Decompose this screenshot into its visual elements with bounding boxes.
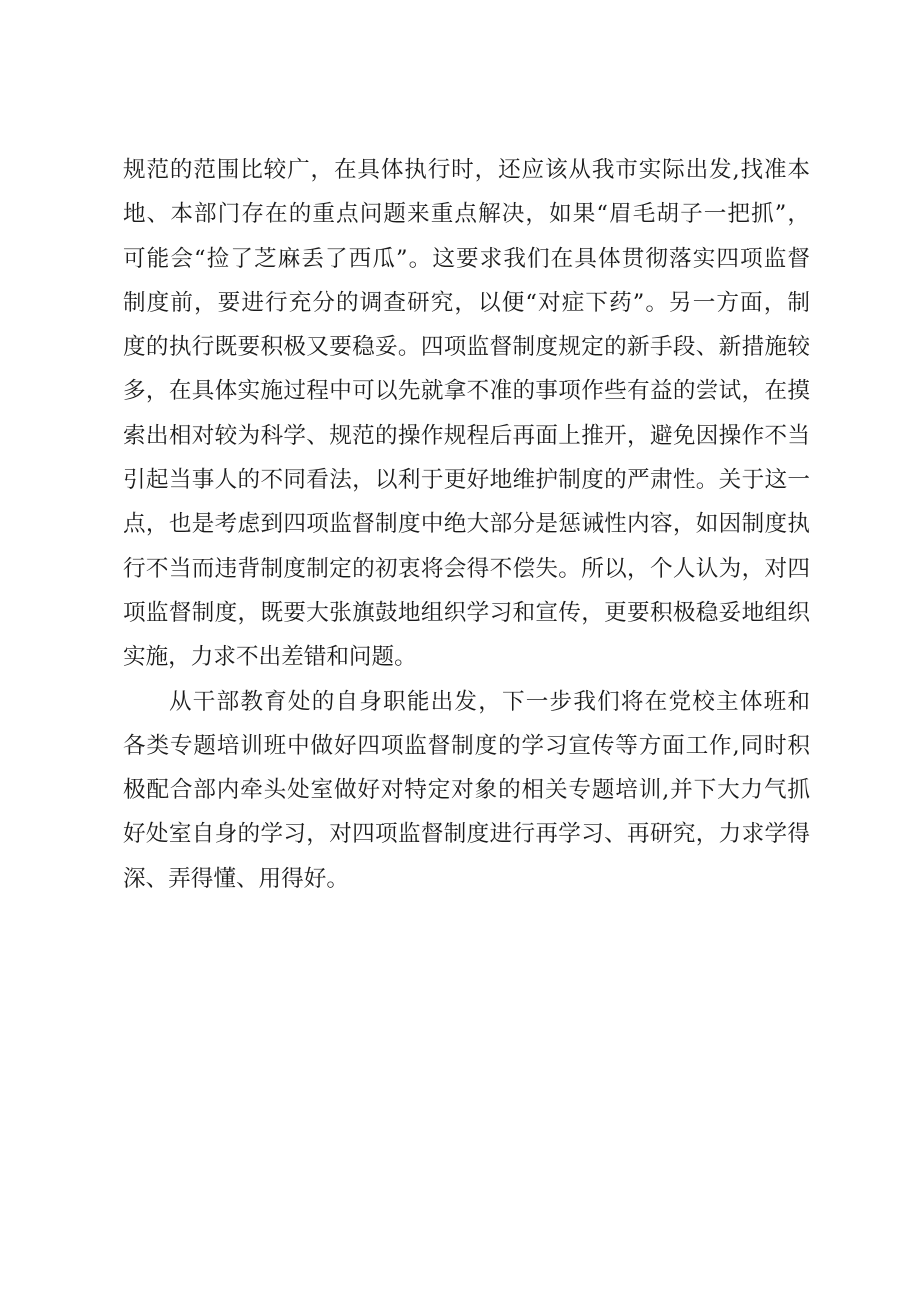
text-line: 索出相对较为科学、规范的操作规程后再面上推开，避免因操作不当	[123, 422, 810, 449]
text-line: 极配合部内牵头处室做好对特定对象的相关专题培训,并下大力气抓	[123, 777, 810, 804]
text-line: 地、本部门存在的重点问题来重点解决，如果“眉毛胡子一把抓”，	[123, 201, 810, 228]
text-line: 点，也是考虑到四项监督制度中绝大部分是惩诫性内容，如因制度执	[123, 511, 810, 538]
text-line: 度的执行既要积极又要稳妥。四项监督制度规定的新手段、新措施较	[123, 334, 810, 361]
text-line: 好处室自身的学习，对四项监督制度进行再学习、再研究，力求学得	[123, 821, 810, 848]
text-line: 多，在具体实施过程中可以先就拿不准的事项作些有益的尝试，在摸	[123, 378, 810, 405]
text-line: 项监督制度，既要大张旗鼓地组织学习和宣传，更要积极稳妥地组织	[123, 599, 810, 626]
text-line: 制度前，要进行充分的调查研究，以便“对症下药”。另一方面，制	[123, 289, 810, 316]
paragraph-2	[123, 680, 810, 901]
text-line: 实施，力求不出差错和问题。	[123, 644, 417, 671]
text-line: 规范的范围比较广，在具体执行时，还应该从我市实际出发,找准本	[123, 157, 810, 183]
text-line: 深、弄得懂、用得好。	[123, 865, 349, 892]
text-line: 各类专题培训班中做好四项监督制度的学习宣传等方面工作,同时积	[123, 732, 810, 759]
document-body	[123, 148, 810, 901]
text-line: 行不当而违背制度制定的初衷将会得不偿失。所以，个人认为，对四	[123, 555, 810, 582]
text-line: 可能会“捡了芝麻丢了西瓜”。这要求我们在具体贯彻落实四项监督	[123, 245, 810, 272]
text-line: 从干部教育处的自身职能出发，下一步我们将在党校主体班和	[169, 688, 810, 715]
text-line: 引起当事人的不同看法，以利于更好地维护制度的严肃性。关于这一	[123, 467, 810, 494]
paragraph-1	[123, 148, 810, 680]
